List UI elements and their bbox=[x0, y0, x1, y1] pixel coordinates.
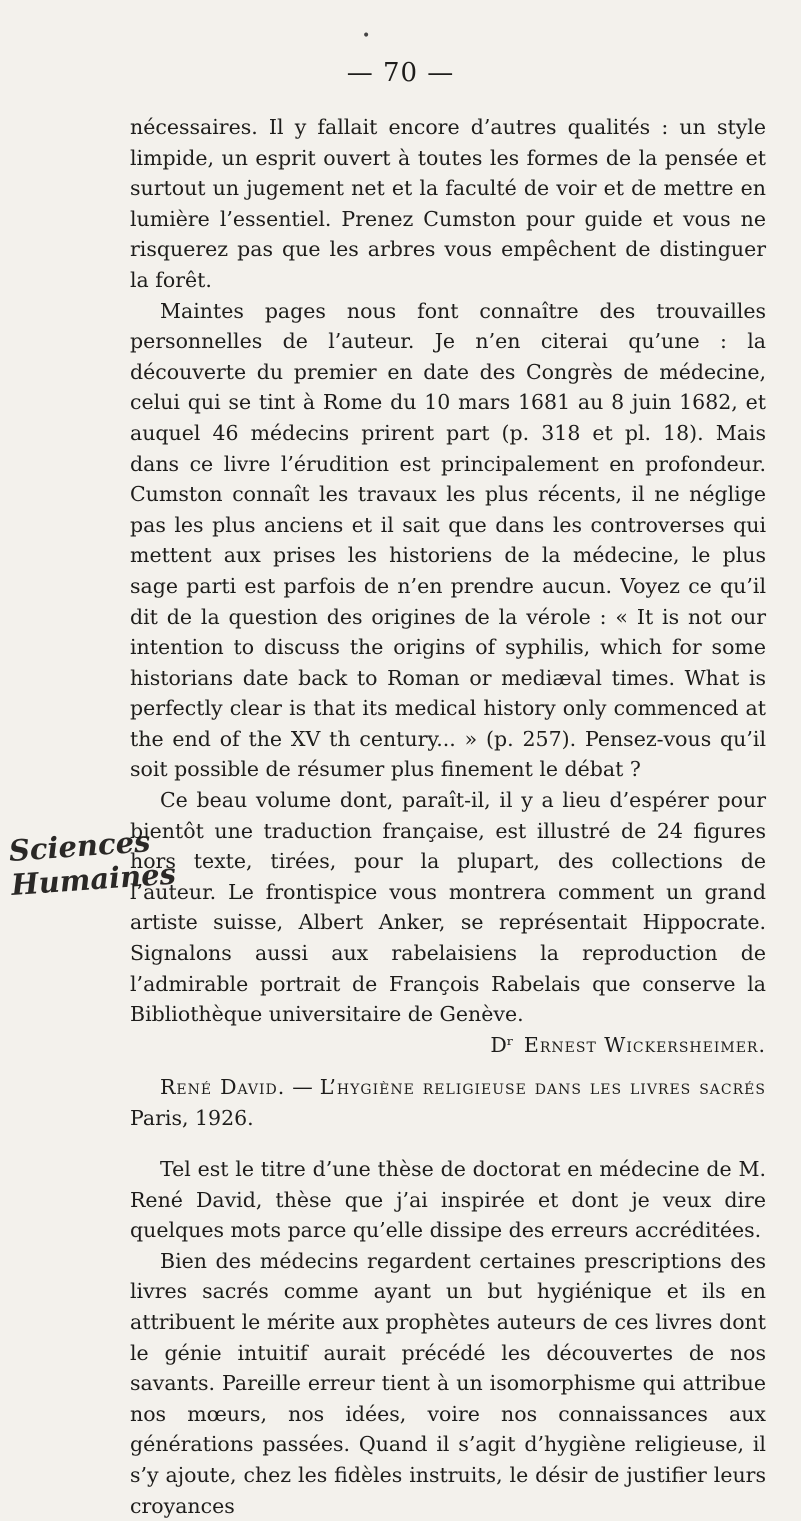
page-number: — 70 — bbox=[346, 58, 455, 88]
library-stamp bbox=[7, 824, 177, 902]
review-publication: Paris, 1926. bbox=[130, 1106, 254, 1130]
signature-title: Dʳ bbox=[490, 1032, 514, 1057]
ink-speck: • bbox=[362, 28, 371, 44]
paragraph-5: Bien des médecins regardent certaines prescriptions des livres sacrés comme ayant un but hygiénique et ils en attribuent le mérite aux prophètes auteurs de ces livres dont le génie intuitif aurait précédé les découvertes de nos savants. Pareille erreur tient à un isomorphisme qui attribue nos mœurs, nos idées, voire nos connaissances aux générations passées. Quand il s’agit d’hygiène religieuse, il s’y ajoute, chez les fidèles instruits, le désir de justifier leurs croyances bbox=[130, 1248, 766, 1518]
stamp-line-2: Humaines bbox=[10, 856, 177, 902]
paragraph-3: Ce beau volume dont, paraît-il, il y a lieu d’espérer pour bientôt une traduction française, est illustré de 24 figures hors texte, tirées, pour la plupart, des collections de l’auteur. Le frontispice vous montrera comment un grand artiste suisse, Albert Anker, se représentait Hippocrate. Signalons aussi aux rabelaisiens la reproduction de l’admirable portrait de François Rabelais que conserve la Bibliothèque universitaire de Genève. bbox=[130, 788, 766, 1027]
paragraph-1: nécessaires. Il y fallait encore d’autres qualités : un style limpide, un esprit ouvert à toutes les formes de la pensée et surtout un jugement net et la faculté de voir et de mettre en lumière l’essentiel. Prenez Cumston pour guide et vous ne risquerez pas que les arbres vous empêchent de distinguer la forêt. bbox=[130, 115, 766, 292]
signature-name: Ernest Wickersheimer. bbox=[523, 1032, 766, 1057]
paragraph-2: Maintes pages nous font connaître des trouvailles personnelles de l’auteur. Je n’en citerai qu’une : la découverte du premier en date des Congrès de médecine, celui qui se tint à Rome du 10 mars 1681 au 8 juin 1682, et auquel 46 médecins prirent part (p. 318 et pl. 18). Mais dans ce livre l’érudition est principalement en profondeur. Cumston connaît les travaux les plus récents, il ne néglige pas les plus anciens et il sait que dans les controverses qui mettent aux prises les historiens de la médecine, le plus sage parti est parfois de n’en prendre aucun. Voyez ce qu’il dit de la question des origines de la vérole : « It is not our intention to discuss the origins of syphilis, which for some historians date back to Roman or mediæval times. What is perfectly clear is that its medical history only commenced at the end of the XV th century... » (p. 257). Pensez-vous qu’il soit possible de résumer plus finement le débat ? bbox=[130, 298, 766, 782]
paragraph-4: Tel est le titre d’une thèse de doctorat en médecine de M. René David, thèse que j’ai inspirée et dont je veux dire quelques mots parce qu’elle dissipe des erreurs accréditées. bbox=[130, 1157, 766, 1243]
review-dash: — bbox=[292, 1075, 313, 1100]
reviewer-signature bbox=[130, 1030, 766, 1061]
review-book-title: L’hygiène religieuse dans les livres sacrés bbox=[319, 1075, 766, 1100]
body-text bbox=[130, 112, 766, 1521]
stamp-line-1: Sciences bbox=[7, 824, 152, 869]
review-author: René David. bbox=[160, 1075, 286, 1100]
review-heading bbox=[130, 1072, 766, 1133]
